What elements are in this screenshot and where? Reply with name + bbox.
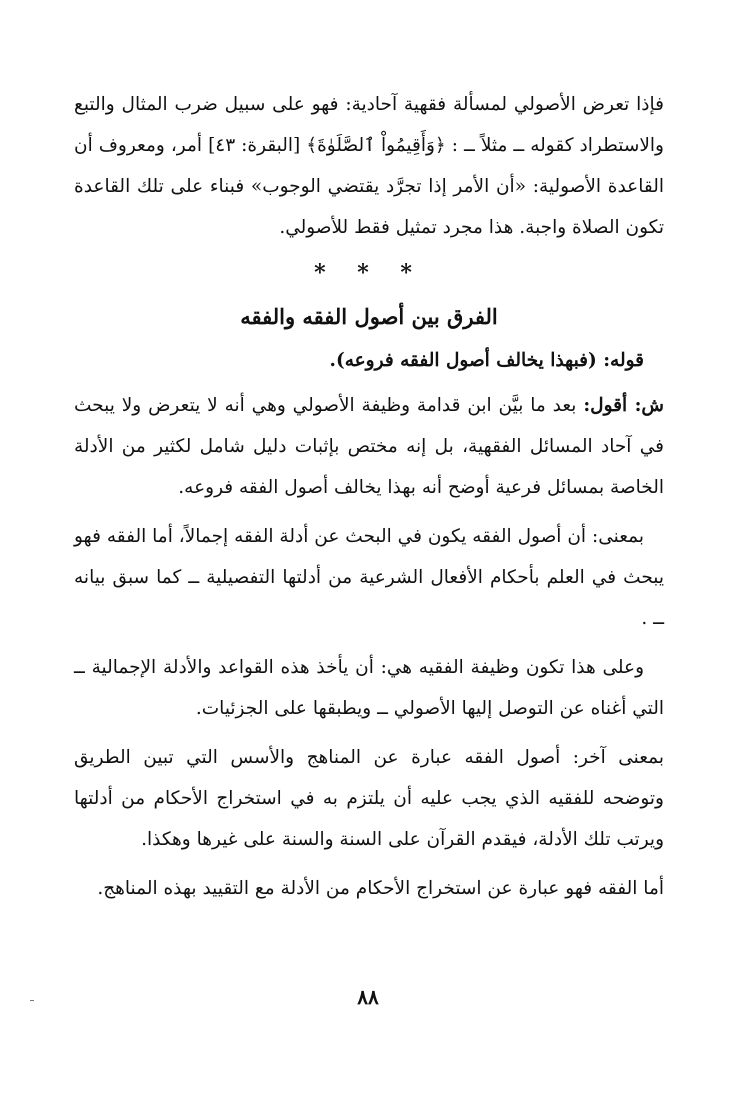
quote-prefix: قوله: (596, 350, 644, 371)
paragraph-other-meaning: بمعنى آخر: أصول الفقه عبارة عن المناهج والأسس التي تبين الطريق وتوضحه للفقيه الذي يجب عليه أن يلتزم به في استخراج الأحكام من أدلتها ويرتب تلك الأدلة، فيقدم القرآن على السنة والسنة على غيرها وهكذا. (74, 747, 664, 850)
paragraph-fiqh-definition: أما الفقه فهو عبارة عن استخراج الأحكام من الأدلة مع التقييد بهذه المناهج. (97, 878, 664, 899)
section-separator: * * * (314, 260, 424, 286)
answer-text: بعد ما بيَّن ابن قدامة وظيفة الأصولي وهي أنه لا يتعرض ولا يبحث في آحاد المسائل الفقهية، بل إنه مختص بإثبات دليل شامل لكثير من الأدلة الخاصة بمسائل فرعية أوضح أنه بهذا يخالف أصول الفقه فروعه. (74, 395, 664, 498)
quote-line (74, 340, 664, 381)
page-number: ٨٨ (357, 985, 379, 1009)
paragraph-faqih-role: وعلى هذا تكون وظيفة الفقيه هي: أن يأخذ هذه القواعد والأدلة الإجمالية ــ التي أغناه عن التوصل إليها الأصولي ــ ويطبقها على الجزئيات. (74, 657, 664, 719)
margin-mark (30, 1000, 34, 1001)
paragraph-answer (74, 385, 664, 508)
section-heading: الفرق بين أصول الفقه والفقه (240, 304, 498, 329)
quote-text: (فبهذا يخالف أصول الفقه فروعه). (329, 350, 597, 371)
paragraph-intro: فإذا تعرض الأصولي لمسألة فقهية آحادية: فهو على سبيل ضرب المثال والتبع والاستطراد كقوله ــ مثلاً ــ : ﴿وَأَقِيمُواْ ٱلصَّلَوٰةَ﴾ [البقرة: ٤٣] أمر، ومعروف أن القاعدة الأصولية: «أن الأمر إذا تجرَّد يقتضي الوجوب» فبناء على تلك القاعدة تكون الصلاة واجبة. هذا مجرد تمثيل فقط للأصولي. (74, 94, 664, 238)
page-body (74, 84, 664, 917)
answer-label: ش: أقول: (583, 395, 664, 416)
paragraph-meaning: بمعنى: أن أصول الفقه يكون في البحث عن أدلة الفقه إجمالاً، أما الفقه فهو يبحث في العلم بأحكام الأفعال الشرعية من أدلتها التفصيلية ــ كما سبق بيانه ــ . (74, 526, 664, 629)
